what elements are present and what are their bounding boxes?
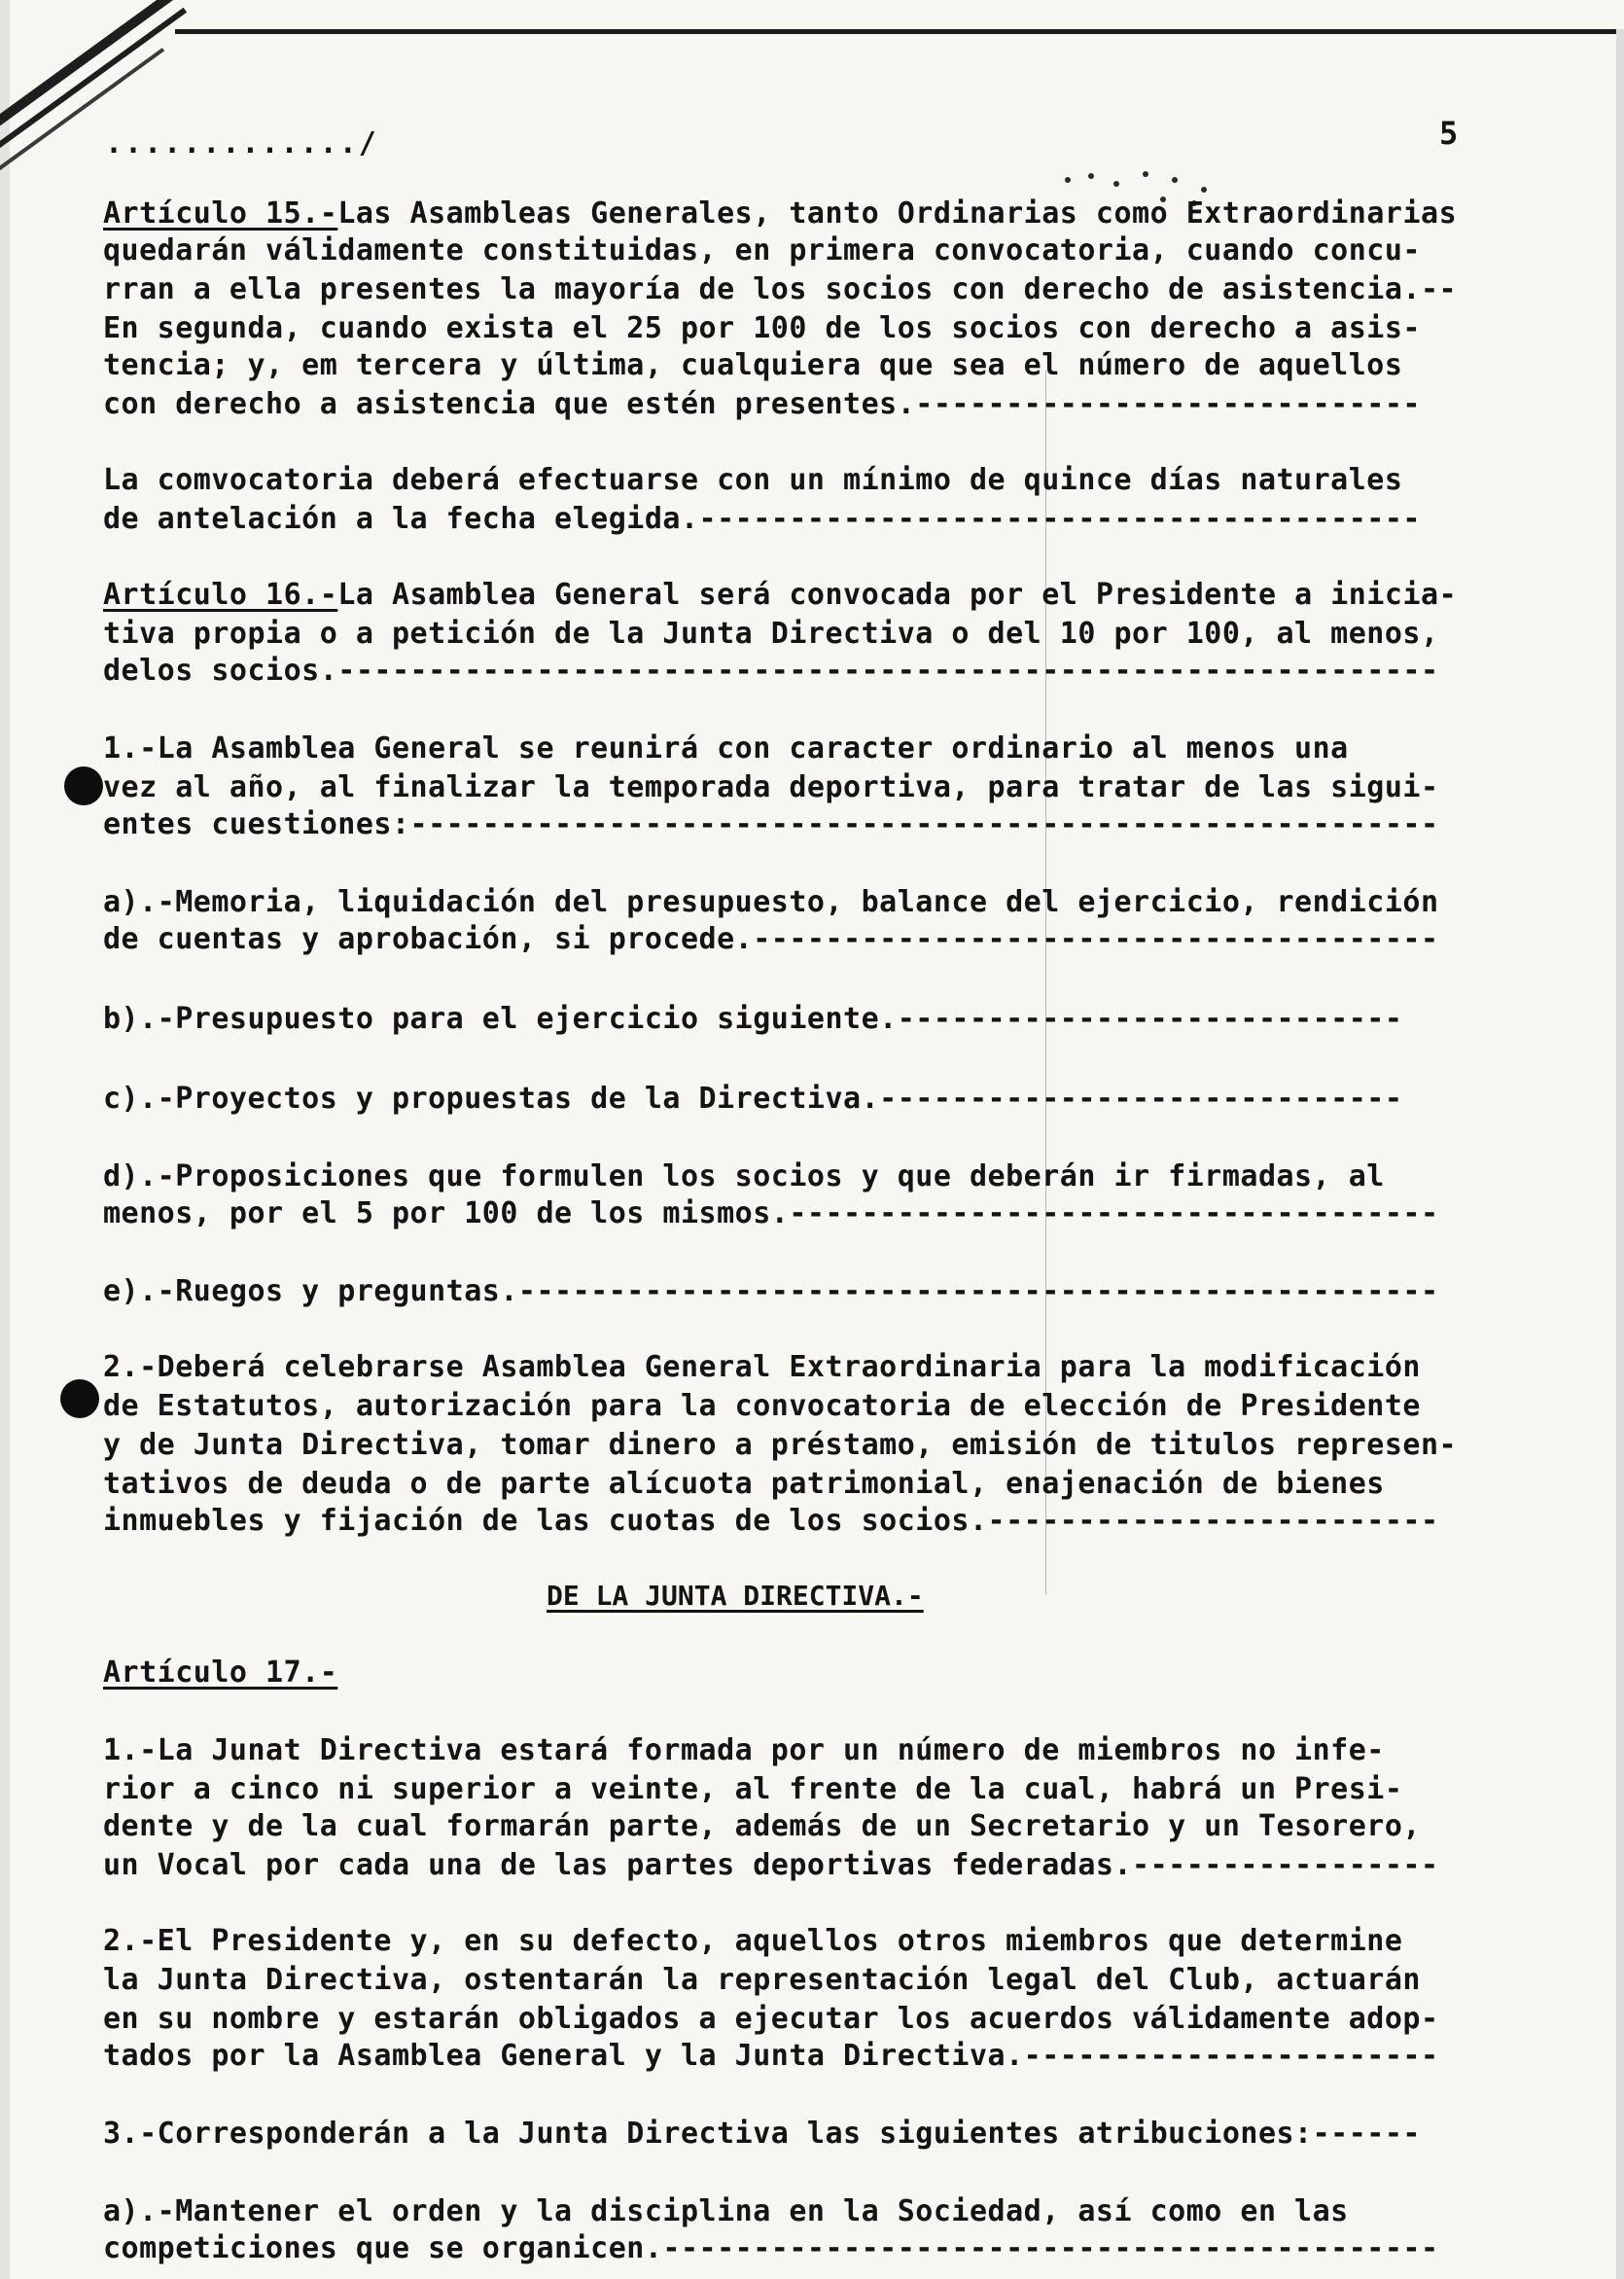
text-line: [103, 461, 1402, 500]
text-line: [103, 920, 1439, 959]
continuation-marker: ............./: [105, 126, 378, 160]
text-line: [103, 1961, 1421, 2000]
text-line: [103, 195, 1457, 233]
line-text: delos socios.-------------------------------------------------------------: [103, 654, 1439, 688]
text-line: [103, 883, 1439, 922]
line-text: inmuebles y fijación de las cuotas de los socios.-------------------------: [103, 1504, 1439, 1538]
text-line: [103, 805, 1439, 844]
text-line: [103, 2229, 1439, 2268]
text-line: [103, 2115, 1421, 2154]
text-line: [103, 270, 1457, 309]
line-text: menos, por el 5 por 100 de los mismos.------------------------------------: [103, 1196, 1439, 1230]
line-text: a).-Memoria, liquidación del presupuesto, balance del ejercicio, rendición: [103, 885, 1439, 919]
text-line: [103, 1654, 337, 1692]
text-line: [103, 309, 1421, 348]
text-line: [103, 768, 1439, 807]
text-line: [103, 1770, 1402, 1809]
line-text: de cuentas y aprobación, si procede.--------------------------------------: [103, 922, 1439, 956]
line-text: entes cuestiones:---------------------------------------------------------: [103, 807, 1439, 841]
section-heading: DE LA JUNTA DIRECTIVA.-: [547, 1580, 924, 1612]
text-line: [103, 2192, 1349, 2231]
text-line: [103, 1157, 1385, 1196]
text-line: [103, 1922, 1402, 1961]
article-label: Artículo 15.-: [103, 196, 338, 231]
text-line: [103, 2037, 1439, 2076]
line-text: de Estatutos, autorización para la convocatoria de elección de Presidente: [103, 1389, 1421, 1423]
text-line: [103, 1846, 1439, 1885]
line-text: La Asamblea General será convocada por el Presidente a inicia-: [337, 578, 1458, 612]
text-line: [103, 615, 1439, 654]
line-text: con derecho a asistencia que estén presentes.----------------------------: [103, 387, 1421, 421]
line-text: En segunda, cuando exista el 25 por 100 de los socios con derecho a asis-: [103, 311, 1421, 345]
line-text: b).-Presupuesto para el ejercicio siguiente.----------------------------: [103, 1002, 1403, 1036]
line-text: tativos de deuda o de parte alícuota patrimonial, enajenación de bienes: [103, 1467, 1385, 1501]
line-text: tiva propia o a petición de la Junta Directiva o del 10 por 100, al menos,: [103, 617, 1439, 651]
text-line: [103, 1194, 1439, 1233]
text-line: [103, 1465, 1385, 1504]
line-text: y de Junta Directiva, tomar dinero a préstamo, emisión de titulos represen-: [103, 1428, 1458, 1462]
text-line: [103, 346, 1402, 385]
line-text: rran a ella presentes la mayoría de los socios con derecho de asistencia.--: [103, 272, 1458, 306]
line-text: quedarán válidamente constituidas, en primera convocatoria, cuando concu-: [103, 233, 1421, 267]
line-text: tencia; y, em tercera y última, cualquiera que sea el número de aquellos: [103, 348, 1403, 382]
line-text: dente y de la cual formarán parte, además de un Secretario y un Tesorero,: [103, 1809, 1421, 1843]
scan-top-edge: [175, 29, 1624, 34]
text-line: [103, 1080, 1402, 1119]
line-text: 1.-La Asamblea General se reunirá con caracter ordinario al menos una: [103, 731, 1349, 766]
page-number: 5: [1439, 115, 1459, 152]
text-line: [103, 1272, 1439, 1311]
line-text: rior a cinco ni superior a veinte, al frente de la cual, habrá un Presi-: [103, 1772, 1403, 1806]
punch-hole: [64, 766, 103, 805]
line-text: la Junta Directiva, ostentarán la representación legal del Club, actuarán: [103, 1963, 1421, 1997]
text-line: [103, 730, 1349, 768]
text-line: [103, 385, 1421, 424]
text-line: [103, 2000, 1439, 2039]
text-line: [103, 652, 1439, 691]
line-text: 2.-Deberá celebrarse Asamblea General Extraordinaria para la modificación: [103, 1350, 1421, 1384]
text-line: [103, 1426, 1457, 1465]
line-text: La comvocatoria deberá efectuarse con un mínimo de quince días naturales: [103, 463, 1403, 497]
line-text: Las Asambleas Generales, tanto Ordinarias como Extraordinarias: [337, 196, 1458, 231]
article-label: Artículo 16.-: [103, 578, 338, 612]
text-line: [103, 576, 1457, 615]
text-line: [103, 231, 1421, 270]
line-text: tados por la Asamblea General y la Junta Directiva.-----------------------: [103, 2039, 1439, 2073]
line-text: un Vocal por cada una de las partes deportivas federadas.-----------------: [103, 1848, 1439, 1882]
text-line: [103, 1807, 1421, 1846]
scan-left-edge: [0, 0, 10, 2279]
line-text: d).-Proposiciones que formulen los socios y que deberán ir firmadas, al: [103, 1159, 1385, 1193]
line-text: e).-Ruegos y preguntas.---------------------------------------------------: [103, 1274, 1439, 1308]
article-label: Artículo 17.-: [103, 1656, 338, 1690]
line-text: 1.-La Junat Directiva estará formada por un número de miembros no infe-: [103, 1733, 1385, 1767]
line-text: en su nombre y estarán obligados a ejecutar los acuerdos válidamente adop-: [103, 2002, 1439, 2036]
line-text: competiciones que se organicen.-------------------------------------------: [103, 2231, 1439, 2265]
text-line: [103, 1387, 1421, 1426]
text-line: [103, 1502, 1439, 1541]
line-text: a).-Mantener el orden y la disciplina en la Sociedad, así como en las: [103, 2194, 1349, 2228]
text-line: [103, 1731, 1385, 1770]
line-text: de antelación a la fecha elegida.----------------------------------------: [103, 502, 1421, 536]
text-line: [103, 500, 1421, 539]
line-text: 3.-Corresponderán a la Junta Directiva las siguientes atribuciones:------: [103, 2117, 1421, 2151]
text-line: [103, 1000, 1402, 1039]
text-line: [103, 1348, 1421, 1387]
line-text: vez al año, al finalizar la temporada deportiva, para tratar de las sigui-: [103, 770, 1439, 804]
line-text: 2.-El Presidente y, en su defecto, aquellos otros miembros que determine: [103, 1924, 1403, 1958]
line-text: c).-Proyectos y propuestas de la Directiva.-----------------------------: [103, 1082, 1403, 1116]
punch-hole: [60, 1379, 99, 1418]
scan-right-edge: [1616, 29, 1624, 2279]
